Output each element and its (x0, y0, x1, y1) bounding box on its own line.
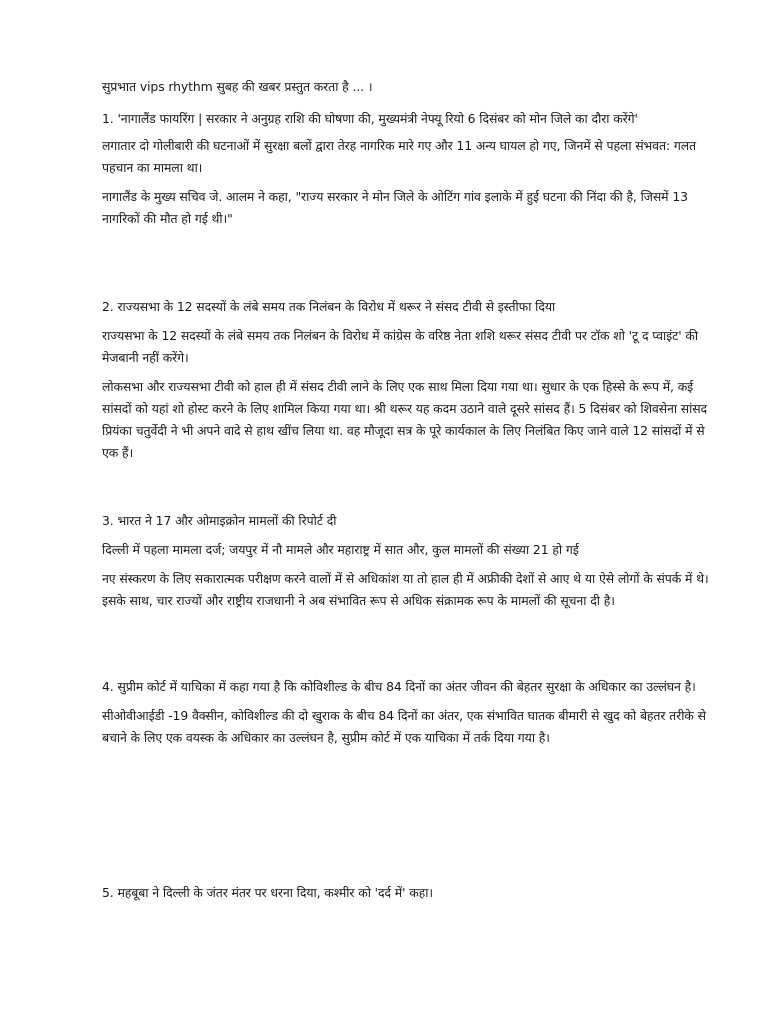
news-item-2 (102, 296, 722, 464)
news-headline: 1. 'नागालैंड फायरिंग | सरकार ने अनुग्रह राशि की घोषणा की, मुख्यमंत्री नेफ्यू रियो 6 दिसंबर को मोन जिले का दौरा करेंगे' (102, 111, 638, 126)
news-paragraph: नए संस्करण के लिए सकारात्मक परीक्षण करने वालों में से अधिकांश या तो हाल ही में अफ्रीकी देशों से आए थे या ऐसे लोगों के संपर्क में थे। इसके साथ, चार राज्यों और राष्ट्रीय राजधानी ने अब संभावित रूप से अधिक संक्रामक रूप के मामलों की सूचना दी है। (102, 571, 709, 608)
news-paragraph: लोकसभा और राज्यसभा टीवी को हाल ही में संसद टीवी लाने के लिए एक साथ मिला दिया गया था। सुधार के एक हिस्से के रूप में, कई सांसदों को यहां शो होस्ट करने के लिए शामिल किया गया था। श्री थरूर यह कदम उठाने वाले दूसरे सांसद हैं। 5 दिसंबर को शिवसेना सांसद प्रियंका चतुर्वेदी ने भी अपने वादे से हाथ खींच लिया था. वह मौजूदा सत्र के पूरे कार्यकाल के लिए निलंबित किए जाने वाले 12 सांसदों में से एक हैं। (102, 379, 708, 460)
news-paragraph: दिल्ली में पहला मामला दर्ज; जयपुर में नौ मामले और महाराष्ट्र में सात और, कुल मामलों की संख्या 21 हो गई (102, 542, 579, 557)
news-headline: 5. महबूबा ने दिल्ली के जंतर मंतर पर धरना दिया, कश्मीर को 'दर्द में' कहा। (102, 885, 433, 900)
news-item-1 (102, 110, 722, 230)
news-paragraph: नागालैंड के मुख्य सचिव जे. आलम ने कहा, "राज्य सरकार ने मोन जिले के ओटिंग गांव इलाके में हुई घटना की निंदा की है, जिसमें 13 नागरिकों की मौत हो गई थी।" (102, 189, 688, 226)
document-page (102, 76, 722, 900)
news-item-5 (102, 882, 722, 911)
news-paragraph: राज्यसभा के 12 सदस्यों के लंबे समय तक निलंबन के विरोध में कांग्रेस के वरिष्ठ नेता शशि थरूर संसद टीवी पर टॉक शो 'टू द प्वाइंट' की मेजबानी नहीं करेंगे। (102, 328, 699, 365)
news-item-3 (102, 510, 722, 612)
intro-line: सुप्रभात vips rhythm सुबह की खबर प्रस्तुत करता है ... । (102, 79, 373, 94)
news-headline: 2. राज्यसभा के 12 सदस्यों के लंबे समय तक निलंबन के विरोध में थरूर ने संसद टीवी से इस्तीफा दिया (102, 299, 556, 314)
news-headline: 4. सुप्रीम कोर्ट में याचिका में कहा गया है कि कोविशील्ड के बीच 84 दिनों का अंतर जीवन की बेहतर सुरक्षा के अधिकार का उल्लंघन है। (102, 679, 696, 694)
news-paragraph: लगातार दो गोलीबारी की घटनाओं में सुरक्षा बलों द्वारा तेरह नागरिक मारे गए और 11 अन्य घायल हो गए, जिनमें से पहला संभवत: गलत पहचान का मामला था। (102, 138, 696, 175)
news-item-4 (102, 676, 722, 749)
news-paragraph: सीओवीआईडी -19 वैक्सीन, कोविशील्ड की दो खुराक के बीच 84 दिनों का अंतर, एक संभावित घातक बीमारी से खुद को बेहतर तरीके से बचाने के लिए एक वयस्क के अधिकार का उल्लंघन है, सुप्रीम कोर्ट में एक याचिका में तर्क दिया गया है। (102, 708, 706, 745)
news-headline: 3. भारत ने 17 और ओमाइक्रोन मामलों की रिपोर्ट दी (102, 513, 337, 528)
